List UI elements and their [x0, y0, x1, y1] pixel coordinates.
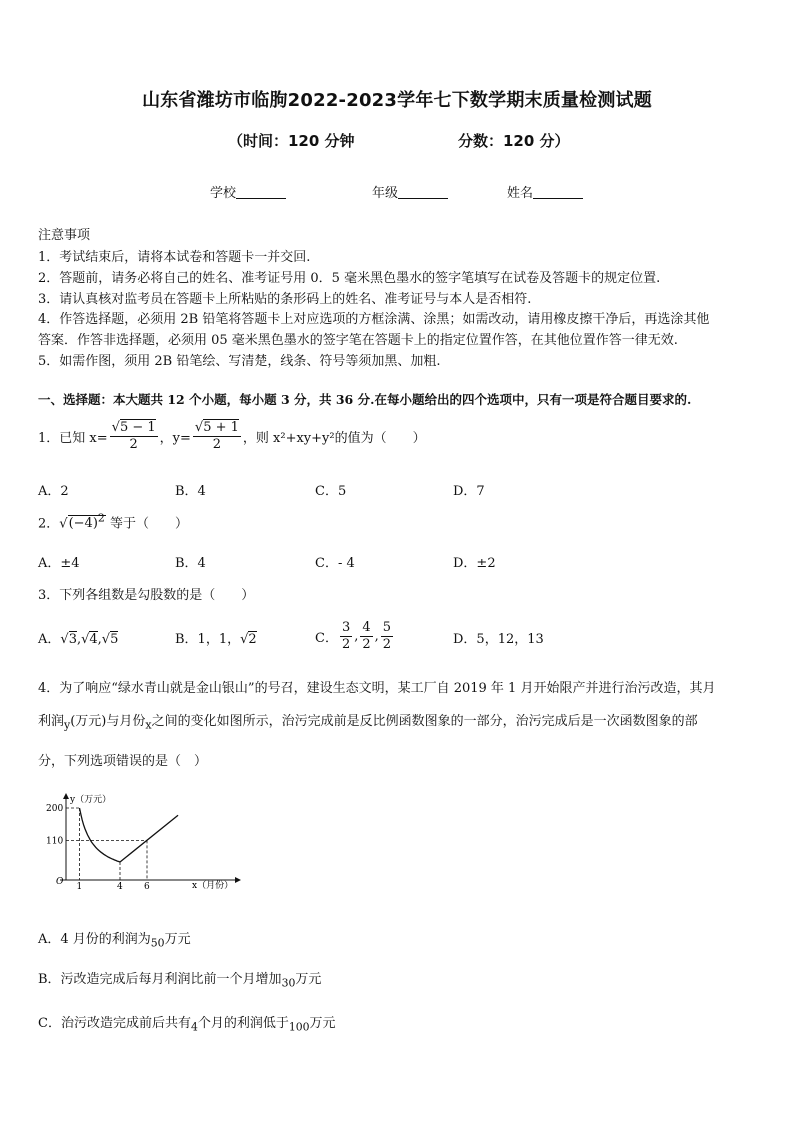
q1-option-d[interactable]: D．7	[453, 484, 485, 499]
q4-line-2: 利润$_y$(万元)与月份$_x$之间的变化如图所示，治污完成前是反比例函数图象的一部分，治污完成后是一次函数图象的部	[38, 714, 698, 732]
page-title: 山东省潍坊市临朐2022-2023学年七下数学期末质量检测试题	[142, 90, 652, 111]
q2-option-d[interactable]: D．±2	[453, 556, 496, 571]
section-heading: 一、选择题：本大题共 12 个小题，每小题 3 分，共 36 分.在每小题给出的四个选项中，只有一项是符合题目要求的.	[38, 392, 692, 407]
x-tick-label: 6	[144, 882, 150, 892]
q1-option-a[interactable]: A．2	[38, 484, 69, 499]
q2-option-a[interactable]: A．±4	[38, 556, 80, 571]
series-linear-line	[120, 815, 178, 862]
note-item: 答案．作答非选择题，必须用 05 毫米黑色墨水的签字笔在答题卡上的指定位置作答，在其他位置作答一律无效.	[38, 333, 678, 348]
note-item: 5．如需作图，须用 2B 铅笔绘、写清楚，线条、符号等须加黑、加粗.	[38, 354, 441, 369]
grade-field[interactable]	[372, 182, 448, 201]
q3-option-c[interactable]: C． $\frac{3}{2}$ , $\frac{4}{2}$ , $\frac{5}{2}$	[315, 620, 392, 652]
note-item: 3．请认真核对监考员在答题卡上所粘贴的条形码上的姓名、准考证号与本人是否相符.	[38, 292, 532, 307]
q4-chart	[40, 788, 260, 898]
name-label: 姓名	[507, 186, 534, 201]
q1-x-fraction: $\frac{√5 - 1}{2}$	[111, 420, 156, 452]
q1-mid: ，y=	[159, 431, 191, 446]
question-3: 3．下列各组数是勾股数的是（ ）	[38, 588, 255, 603]
note-item: 1．考试结束后，请将本试卷和答题卡一并交回.	[38, 250, 311, 265]
q2-option-c[interactable]: C．- 4	[315, 556, 355, 571]
q1-suffix: ，则 x²+xy+y²的值为（ ）	[242, 431, 426, 446]
x-axis-label: x（月份）	[192, 881, 234, 891]
exam-score: 分数：120 分）	[458, 132, 570, 150]
x-tick-label: 4	[117, 882, 123, 892]
school-label: 学校	[210, 186, 237, 201]
q4-line-1: 4．为了响应“绿水青山就是金山银山”的号召，建设生态文明，某工厂自 2019 年 1 月开始限产并进行治污改造，其月	[38, 681, 716, 696]
y-tick-label: 110	[46, 836, 64, 847]
q3-option-a[interactable]: A．√3,√4,√5	[38, 632, 119, 647]
grade-label: 年级	[372, 186, 399, 201]
q2-option-b[interactable]: B．4	[175, 556, 206, 571]
q2-sqrt: $√(-4)^2$	[59, 512, 105, 532]
question-1	[38, 420, 426, 453]
q4-line-3: 分，下列选项错误的是（ ）	[38, 754, 208, 769]
y-axis-label: y（万元）	[70, 795, 112, 805]
school-field[interactable]	[210, 182, 286, 201]
q1-y-fraction: $\frac{√5 + 1}{2}$	[194, 420, 239, 452]
q3-option-d[interactable]: D．5，12，13	[453, 632, 544, 647]
q4-option-a[interactable]: A．4 月份的利润为$_{50}$万元	[38, 932, 191, 950]
q1-option-b[interactable]: B．4	[175, 484, 206, 499]
y-tick-label: 200	[46, 804, 64, 814]
note-item: 2．答题前，请务必将自己的姓名、准考证号用 0．5 毫米黑色墨水的签字笔填写在试卷及答题卡的规定位置.	[38, 271, 661, 286]
exam-time: （时间：120 分钟	[228, 132, 355, 150]
q1-option-c[interactable]: C．5	[315, 484, 347, 499]
x-tick-label: 1	[76, 882, 83, 892]
name-field[interactable]	[507, 182, 583, 201]
q4-option-c[interactable]: C．治污改造完成前后共有$_4$个月的利润低于$_{100}$万元	[38, 1016, 336, 1034]
origin-label: O	[56, 877, 64, 887]
series-inverse-curve	[80, 808, 121, 862]
q4-option-b[interactable]: B．污改造完成后每月利润比前一个月增加$_{30}$万元	[38, 972, 322, 990]
question-2: 2．$√(-4)^2$ 等于（ ）	[38, 512, 189, 532]
notes-heading: 注意事项	[38, 228, 91, 243]
q3-option-b[interactable]: B．1，1，√2	[175, 632, 257, 647]
note-item: 4．作答选择题，必须用 2B 铅笔将答题卡上对应选项的方框涂满、涂黑；如需改动，请用橡皮擦干净后，再选涂其他	[38, 312, 710, 327]
q1-prefix: 1．已知 x=	[38, 431, 108, 446]
